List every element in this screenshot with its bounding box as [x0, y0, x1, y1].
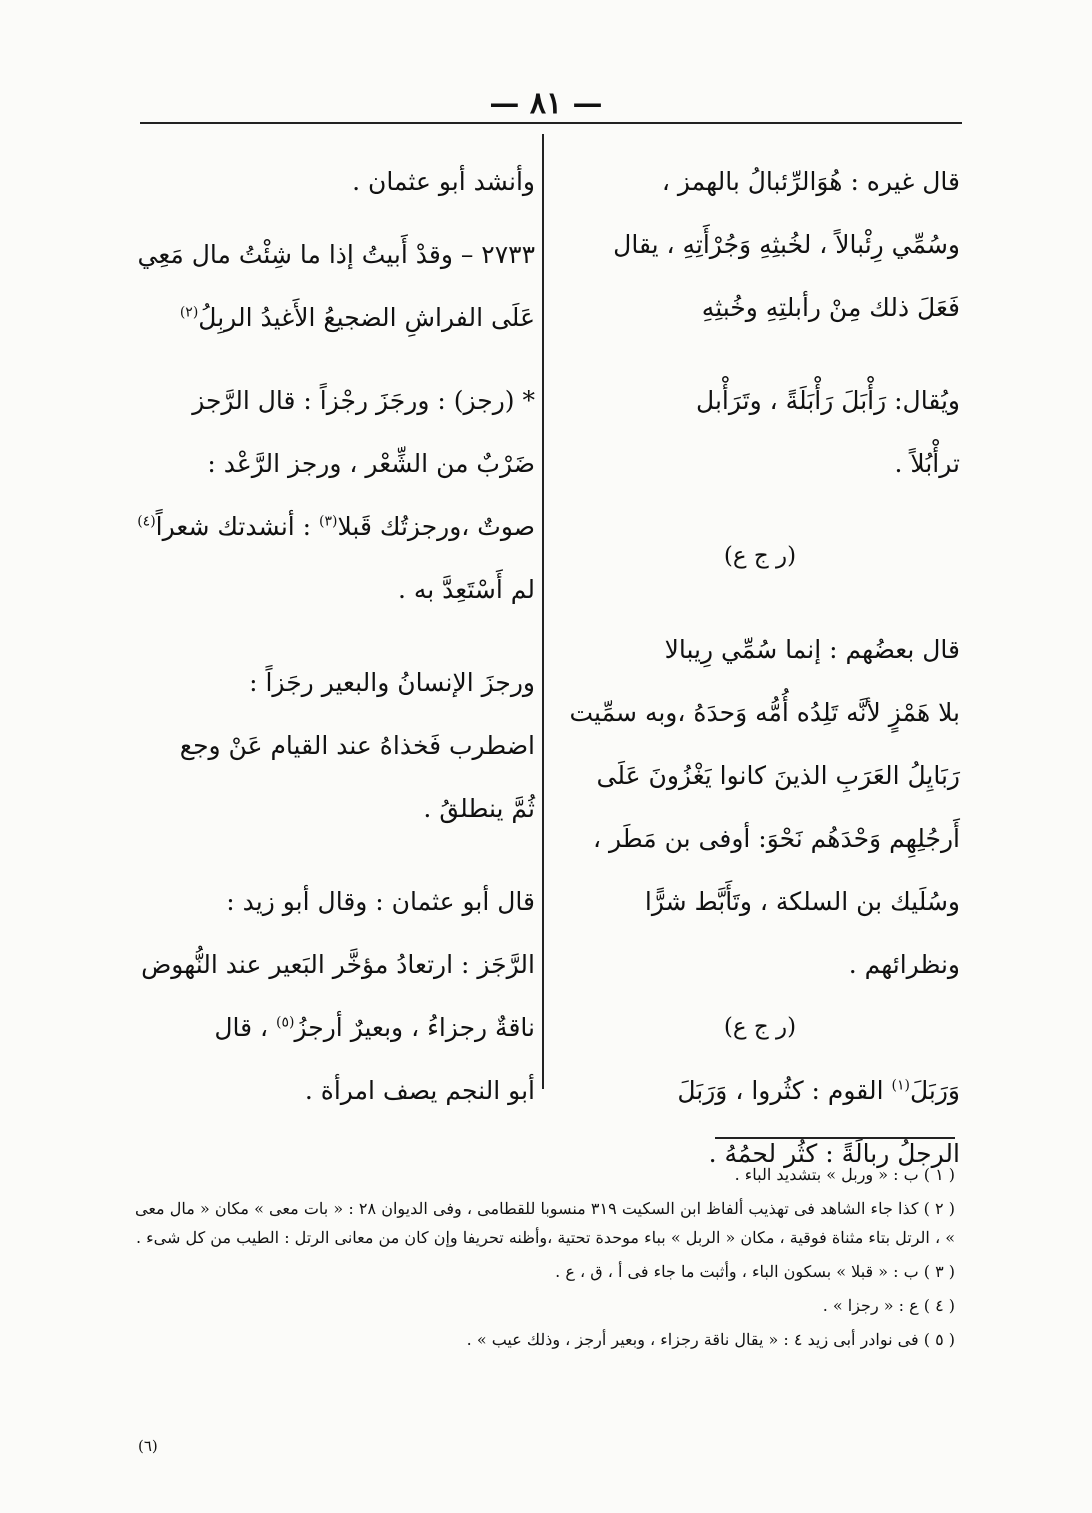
- text-line: قال أبو عثمان : وقال أبو زيد :: [226, 887, 535, 916]
- text-line: وسُلَيك بن السلكة ، وتَأَبَّط شرًّا: [644, 887, 960, 916]
- column-divider: [542, 134, 544, 1089]
- footnote-ref[interactable]: (٥): [276, 1014, 295, 1031]
- text-line: [560, 1059, 960, 1122]
- text-line: ضَرْبٌ من الشِّعْر ، ورجز الرَّعْد :: [207, 449, 535, 478]
- section-heading: (ر ج ع): [723, 543, 797, 569]
- text-line: لم أَسْتَعِدَّ به .: [397, 575, 535, 604]
- footnote: ( ٤ ) ع : « رجزا » .: [822, 1296, 955, 1315]
- text-line: رَبَايِلُ العَرَبِ الذينَ كانوا يَغْزُونَ عَلَى: [596, 761, 960, 790]
- text-line: ورجزَ الإنسانُ والبعير رجَزاً :: [249, 668, 535, 697]
- section-heading: (ر ج ع): [723, 1014, 797, 1040]
- text-line: * (رجز) : ورجَزَ رجْزاً : قال الرَّجز: [192, 386, 535, 415]
- verse-line: [135, 286, 535, 349]
- text-line: بلا هَمْزٍ لأنَّه تَلِدُه أُمُّه وَحدَهُ ،وبه سمِّيت: [569, 698, 960, 727]
- footnote: ( ٣ ) ب : « قبلا » بسكون الباء ، وأثبت ما جاء فى أ ، ق ، ع .: [555, 1262, 955, 1281]
- text-line: قال غيره : هُوَالرِّئبالُ بالهمز ،: [661, 167, 960, 196]
- text-line: الرجلُ ربالَةً : كثُر لحمُهُ .: [708, 1139, 960, 1168]
- text-line: ونظرائهم .: [848, 950, 960, 979]
- header-rule: [140, 122, 962, 124]
- text-fragment: : أنشدتك شعراً: [155, 512, 312, 541]
- text-fragment: ناقةٌ رجزاءُ ، وبعيرٌ أرجزُ: [294, 1013, 535, 1042]
- footnote-rule: [715, 1137, 955, 1139]
- text-line: فَعَلَ ذلك مِنْ رأبلتِهِ وخُبثِهِ: [701, 293, 960, 322]
- text-fragment: صوتٌ ،ورجزتُك قَبلا: [337, 512, 535, 541]
- text-fragment: ، قال: [214, 1013, 269, 1042]
- right-column: [560, 150, 960, 1185]
- footnote-ref[interactable]: (١): [891, 1077, 910, 1094]
- footnotes: [135, 1160, 955, 1359]
- footnote-ref[interactable]: (٤): [137, 513, 156, 530]
- text-line: أبو النجم يصف امرأة .: [304, 1076, 535, 1105]
- text-line: ترأْبُلاً .: [894, 449, 960, 478]
- text-line: أَرجُلِهِم وَحْدَهُم نَحْوَ: أوفى بن مَطَر ،: [592, 824, 960, 853]
- signature-mark: (٦): [138, 1437, 158, 1455]
- text-line: [135, 495, 535, 558]
- footnote: ( ١ ) ب : « وربل » بتشديد الباء .: [734, 1165, 955, 1184]
- text-line: الرَّجَز : ارتعادُ مؤخَّر البَعير عند النُّهوض: [141, 950, 535, 979]
- footnote-ref[interactable]: (٢): [179, 304, 199, 321]
- text-line: اضطرب فَخذاهُ عند القيام عَنْ وجع: [179, 731, 535, 760]
- footnote: ( ٥ ) فى نوادر أبى زيد ٤ : « يقال ناقة رجزاء ، وبعير أرجز ، وذلك عيب » .: [466, 1330, 955, 1349]
- text-line: وسُمِّي رِئْبالاً ، لخُبثِهِ وَجُرْأَتِهِ ، يقال: [613, 230, 960, 259]
- text-fragment: وَرَبَلَ: [909, 1076, 960, 1105]
- text-fragment: عَلَى الفراشِ الضجيعُ الأَغيدُ الربِلُ: [198, 303, 535, 332]
- text-line: ثُمَّ ينطلقُ .: [423, 794, 535, 823]
- text-line: ويُقال: رَأْبَلَ رَأْبَلَةً ، وتَرَأْبل: [696, 386, 960, 415]
- text-line: قال بعضُهم : إنما سُمِّي رِيبالا: [664, 635, 960, 664]
- text-line: [135, 996, 535, 1059]
- page-number: — ٨١ —: [489, 86, 603, 121]
- left-column: [135, 150, 535, 1122]
- text-line: وأنشد أبو عثمان .: [352, 167, 535, 196]
- verse-line: ٢٧٣٣ – وقدْ أَبيتُ إذا ما شِئْتُ مال مَعِي: [137, 240, 535, 269]
- footnote: ( ٢ ) كذا جاء الشاهد فى تهذيب ألفاظ ابن السكيت ٣١٩ منسوبا للقطامى ، وفى الديوان ٢٨ : « بات معى » مكان « مال معى » ، الرتل بتاء مثناة فوقية ، مكان « الربل » بباء موحدة تحتية ،وأظنه تحريفا وإن كان من معانى الرتل : الطيب من كل شىء .: [135, 1199, 956, 1247]
- text-fragment: القوم : كثُروا ، وَرَبَلَ: [677, 1076, 884, 1105]
- footnote-ref[interactable]: (٣): [319, 513, 338, 530]
